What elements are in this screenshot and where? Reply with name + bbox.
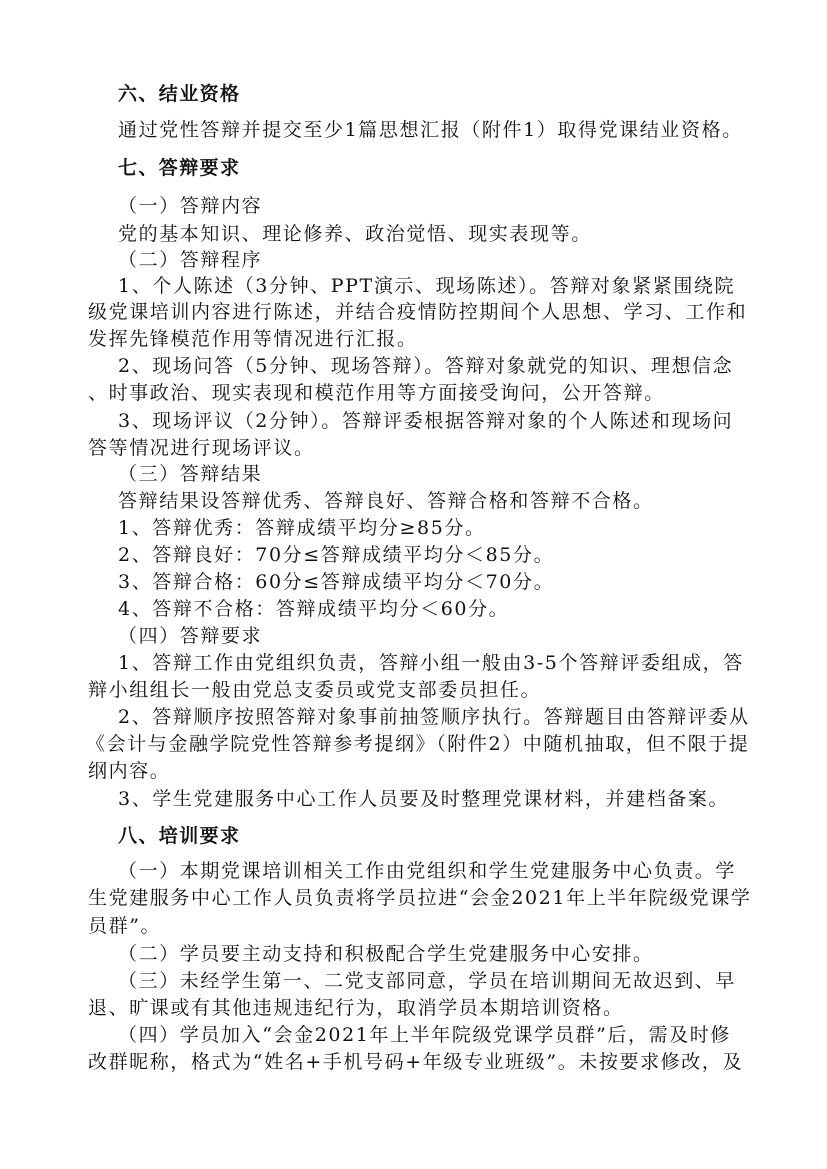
subheading-line: （三）答辩结果 — [118, 463, 263, 485]
paragraph-line: 级党课培训内容进行陈述，并结合疫情防控期间个人思想、学习、工作和 — [88, 301, 748, 323]
section-heading-training-requirements: 八、培训要求 — [118, 825, 241, 847]
subheading-line: （二）答辩程序 — [118, 249, 263, 271]
paragraph-line: 2、答辩良好：70分≤答辩成绩平均分＜85分。 — [118, 544, 555, 566]
paragraph-line: 2、现场问答（5分钟、现场答辩）。答辩对象就党的知识、理想信念 — [118, 355, 734, 377]
paragraph-line: 生党建服务中心工作人员负责将学员拉进“会金2021年上半年院级党课学 — [88, 887, 752, 909]
paragraph-line: （二）学员要主动支持和积极配合学生党建服务中心安排。 — [118, 943, 654, 965]
paragraph-line: （一）本期党课培训相关工作由党组织和学生党建服务中心负责。学 — [118, 860, 737, 882]
paragraph-line: 通过党性答辩并提交至少1篇思想汇报（附件1）取得党课结业资格。 — [118, 119, 743, 141]
paragraph-line: 辩小组组长一般由党总支委员或党支部委员担任。 — [88, 679, 542, 701]
paragraph-line: 退、旷课或有其他违规违纪行为，取消学员本期培训资格。 — [88, 997, 624, 1019]
paragraph-line: 2、答辩顺序按照答辩对象事前抽签顺序执行。答辩题目由答辩评委从 — [118, 706, 750, 728]
paragraph-line: 纲内容。 — [88, 760, 171, 782]
subheading-line: （四）答辩要求 — [118, 625, 263, 647]
paragraph-line: 答等情况进行现场评议。 — [88, 437, 315, 459]
paragraph-line: 答辩结果设答辩优秀、答辩良好、答辩合格和答辩不合格。 — [118, 490, 654, 512]
paragraph-line: （三）未经学生第一、二党支部同意，学员在培训期间无故迟到、早 — [118, 970, 737, 992]
paragraph-line: 1、答辩优秀：答辩成绩平均分≥85分。 — [118, 517, 486, 539]
section-heading-defense-requirements: 七、答辩要求 — [118, 157, 241, 179]
paragraph-line: 改群昵称，格式为“姓名+手机号码+年级专业班级”。未按要求修改，及 — [88, 1051, 744, 1073]
paragraph-line: 3、现场评议（2分钟）。答辩评委根据答辩对象的个人陈述和现场问 — [118, 410, 734, 432]
subheading-line: （一）答辩内容 — [118, 195, 263, 217]
paragraph-line: 3、学生党建服务中心工作人员要及时整理党课材料，并建档备案。 — [118, 788, 730, 810]
paragraph-line: 员群”。 — [88, 915, 162, 937]
section-heading-graduation-qualification: 六、结业资格 — [118, 83, 241, 105]
paragraph-line: 、时事政治、现实表现和模范作用等方面接受询问，公开答辩。 — [88, 382, 665, 404]
paragraph-line: 《会计与金融学院党性答辩参考提纲》（附件2）中随机抽取，但不限于提 — [86, 733, 750, 755]
paragraph-line: 1、个人陈述（3分钟、PPT演示、现场陈述）。答辩对象紧紧围绕院 — [118, 275, 736, 297]
paragraph-line: 党的基本知识、理论修养、政治觉悟、现实表现等。 — [118, 223, 592, 245]
paragraph-line: （四）学员加入“会金2021年上半年院级党课学员群”后，需及时修 — [118, 1024, 731, 1046]
paragraph-line: 发挥先锋模范作用等情况进行汇报。 — [88, 328, 418, 350]
paragraph-line: 3、答辩合格：60分≤答辩成绩平均分＜70分。 — [118, 571, 555, 593]
paragraph-line: 4、答辩不合格：答辩成绩平均分＜60分。 — [118, 598, 510, 620]
paragraph-line: 1、答辩工作由党组织负责，答辩小组一般由3-5个答辩评委组成，答 — [118, 652, 744, 674]
